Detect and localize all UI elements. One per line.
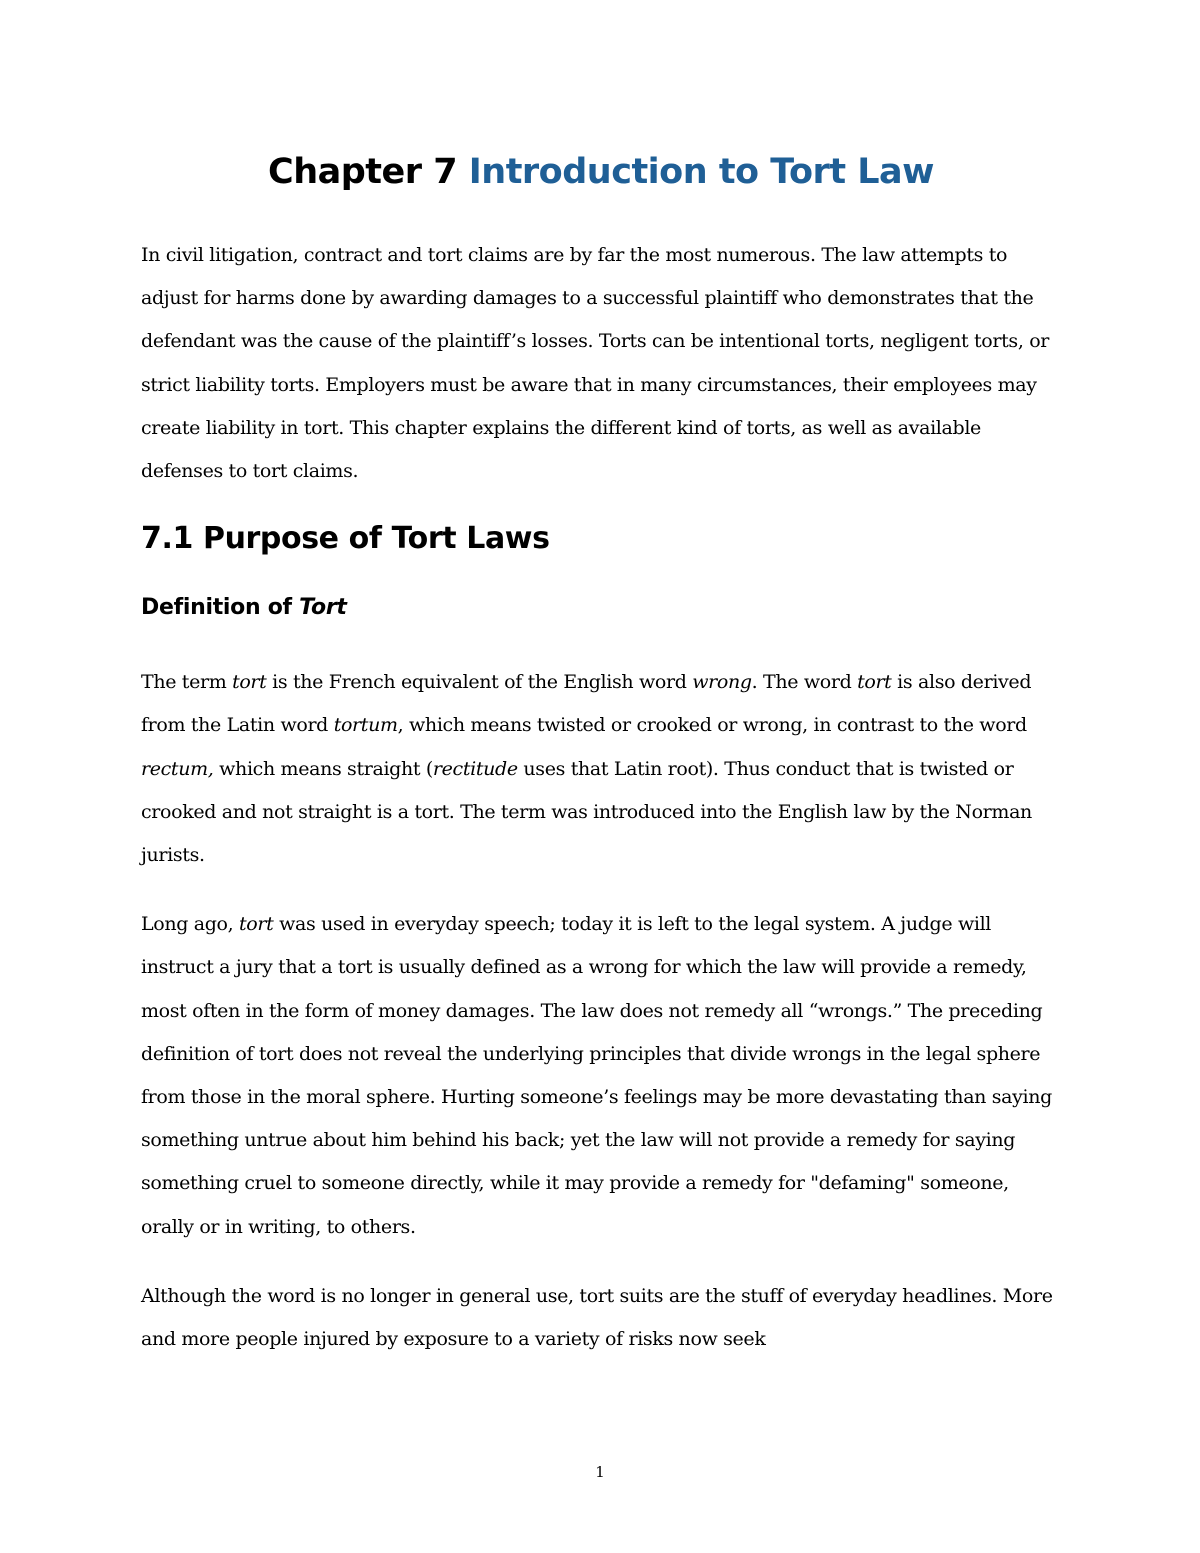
text-run: Long ago, xyxy=(141,913,240,936)
intro-paragraph: In civil litigation, contract and tort claims are by far the most numerous. The law attempts to adjust for harms done by awarding damages to a successful plaintiff who demonstrates that the defendant was the cause of the plaintiff’s losses. Torts can be intentional torts, negligent torts, or strict liability torts. Employers must be aware that in many circumstances, their employees may create liability in tort. This chapter explains the different kind of torts, as well as available defenses to tort claims. xyxy=(141,244,1050,483)
page-number: 1 xyxy=(595,1463,605,1481)
italic-term: rectum, xyxy=(141,757,214,780)
text-run: which means straight ( xyxy=(213,757,433,780)
chapter-title-text: Introduction to Tort Law xyxy=(468,152,934,192)
history-paragraph xyxy=(141,903,1061,1249)
italic-term: rectitude xyxy=(432,757,518,780)
subsection-heading xyxy=(141,593,1061,623)
page-content xyxy=(141,148,1061,1387)
italic-term: wrong xyxy=(692,671,752,694)
text-run: is also derived from the Latin word xyxy=(141,671,1032,737)
italic-term: tort xyxy=(239,913,274,936)
italic-term: tort xyxy=(857,671,892,694)
subsection-heading-prefix: Definition of xyxy=(141,595,300,621)
text-run: , which means twisted or crooked or wrong, in contrast to the word xyxy=(397,714,1027,737)
text-run: is the French equivalent of the English word xyxy=(266,671,693,694)
chapter-title xyxy=(141,148,1061,196)
text-run: uses that Latin root). Thus conduct that is twisted or crooked and not straight is a tort. The term was introduced into the English law by the Norman jurists. xyxy=(141,757,1032,867)
italic-term: tort xyxy=(232,671,267,694)
chapter-label: Chapter 7 xyxy=(268,152,458,192)
headlines-paragraph: Although the word is no longer in general use, tort suits are the stuff of everyday headlines. More and more people injured by exposure to a variety of risks now seek xyxy=(141,1284,1053,1351)
text-run: was used in everyday speech; today it is left to the legal system. A judge will instruct a jury that a tort is usually defined as a wrong for which the law will provide a remedy, most often in the form of money damages. The law does not remedy all “wrongs.” The preceding definition of tort does not reveal the underlying principles that divide wrongs in the legal sphere from those in the moral sphere. Hurting someone’s feelings may be more devastating than saying something untrue about him behind his back; yet the law will not provide a remedy for saying something cruel to someone directly, while it may provide a remedy for "defaming" someone, orally or in writing, to others. xyxy=(141,913,1052,1238)
text-run: The term xyxy=(141,671,233,694)
italic-term: tortum xyxy=(333,714,398,737)
section-heading: 7.1 Purpose of Tort Laws xyxy=(141,521,550,557)
subsection-heading-italic: Tort xyxy=(299,595,347,621)
text-run: . The word xyxy=(751,671,858,694)
definition-paragraph xyxy=(141,661,1061,877)
